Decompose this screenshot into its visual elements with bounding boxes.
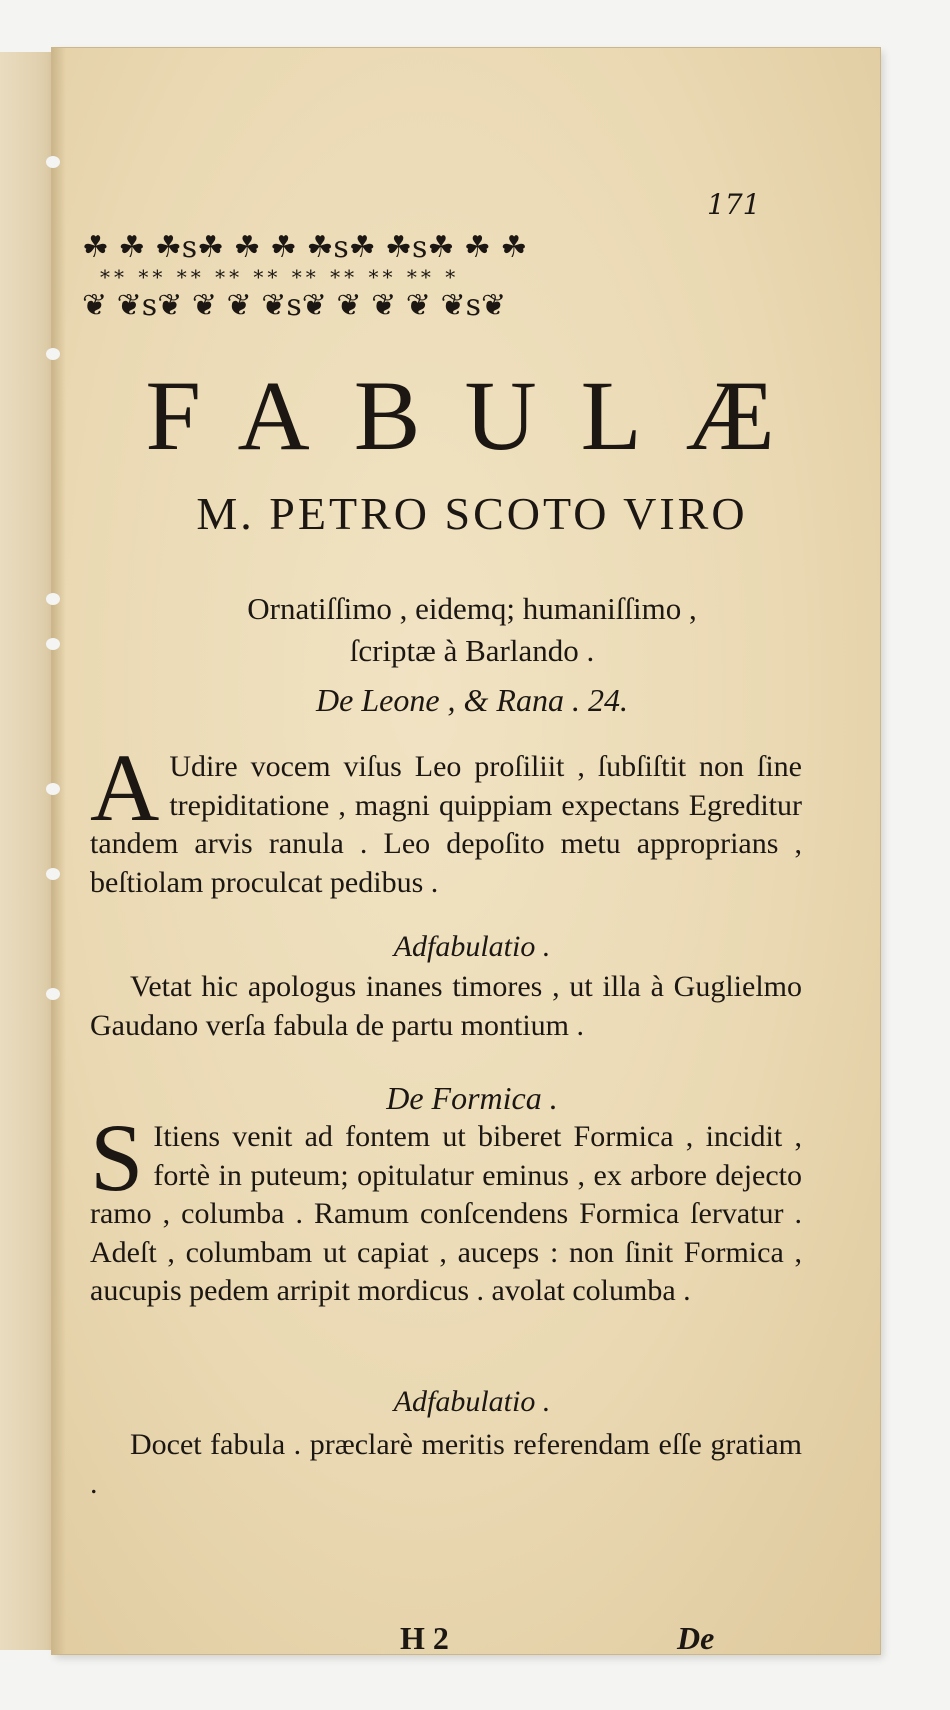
ornament-star-row: ** ** ** ** ** ** ** ** ** * — [100, 265, 460, 289]
moral-text: Docet fabula . præclarè meritis referendam eſſe gratiam . — [90, 1428, 802, 1500]
page-title: FABULÆ — [145, 360, 819, 471]
binding-hole — [46, 638, 60, 650]
fable-heading: De Leone , & Rana . 24. — [316, 682, 628, 718]
moral-heading: Adfabulatio . — [393, 1385, 551, 1418]
ornament-bottom-row: ❦ ❦s❦ ❦ ❦ ❦s❦ ❦ ❦ ❦ ❦s❦ — [82, 288, 507, 323]
binding-hole — [46, 868, 60, 880]
subline-1: Ornatiſſimo , eidemq; humaniſſimo , — [247, 591, 697, 626]
catchword: De — [677, 1620, 715, 1656]
ornament-top-row: ☘ ☘ ☘s☘ ☘ ☘ ☘s☘ ☘s☘ ☘ ☘ — [82, 230, 528, 265]
page-gutter — [52, 48, 66, 1654]
fable-body: Itiens venit ad fontem ut biberet Formica , incidit , fortè in puteum; opitulatur eminus , ex arbore dejecto ramo , columba . Ramum conſcendens Formica ſervatur . Adeſt , columbam ut capiat , auceps : non ſinit Formica , aucupis pedem arripit mordicus . avolat columba . — [90, 1120, 802, 1307]
binding-hole — [46, 593, 60, 605]
binding-hole — [46, 783, 60, 795]
binding-hole — [46, 348, 60, 360]
decorative-ornament-band — [82, 231, 842, 333]
dedication-subline — [92, 588, 852, 672]
fable-body: Udire vocem viſus Leo proſiliit , ſubſiſtit non ſine trepiditatione , magni quippiam expectans Egreditur tandem arvis ranula . Leo depoſito metu approprians , beſtiolam proculcat pedibus . — [90, 750, 802, 899]
moral-text: Vetat hic apologus inanes timores , ut illa à Guglielmo Gaudano verſa fabula de partu montium . — [90, 970, 802, 1042]
signature-mark: H 2 — [400, 1620, 449, 1656]
drop-capital: A — [90, 734, 160, 841]
page-number: 171 — [707, 188, 761, 221]
book-page — [52, 48, 880, 1654]
dedication-line: M. PETRO SCOTO VIRO — [196, 488, 748, 539]
fable-text — [90, 1104, 802, 1311]
subline-2: ſcriptæ à Barlando . — [349, 633, 595, 668]
moral-heading: Adfabulatio . — [393, 930, 551, 963]
fable-text — [90, 734, 802, 902]
drop-capital: S — [90, 1104, 144, 1211]
facing-page-edge — [0, 52, 60, 1650]
binding-hole — [46, 156, 60, 168]
fable-heading: De Formica . — [386, 1080, 558, 1116]
binding-hole — [46, 988, 60, 1000]
